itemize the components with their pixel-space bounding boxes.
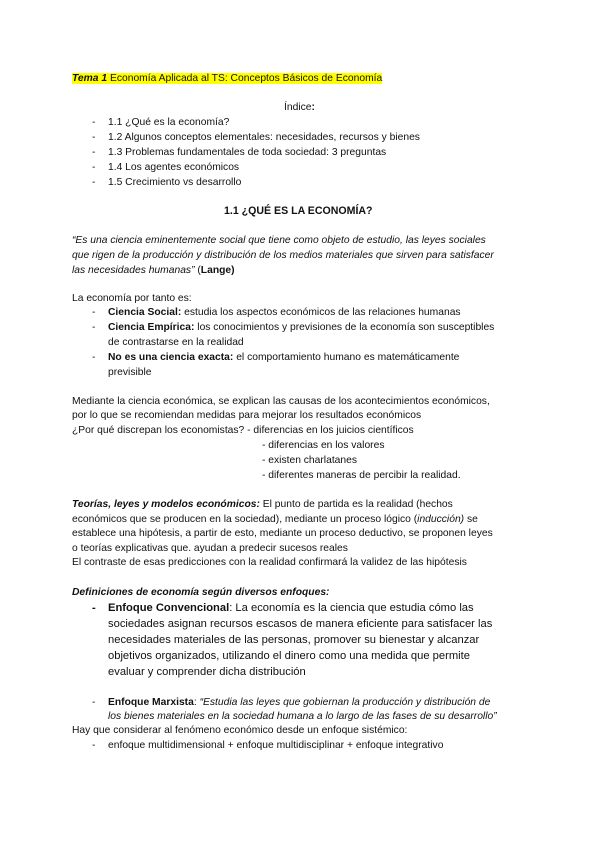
title-prefix: Tema 1 xyxy=(72,73,108,84)
science-paragraph-line: Mediante la ciencia económica, se explican las causas de los acontecimientos económicos, xyxy=(72,396,490,407)
definitions-heading: Definiciones de economía según diversos enfoques: xyxy=(72,587,330,598)
list-bullet: - xyxy=(92,322,96,333)
conventional-approach-line xyxy=(108,600,474,616)
theories-induction: inducción) xyxy=(417,514,465,525)
marxist-label: Enfoque Marxista xyxy=(108,697,194,708)
quote-line: las necesidades humanas” xyxy=(72,265,195,276)
conventional-approach-line: necesidades materiales de las personas, promover su bienestar y alcanzar xyxy=(108,634,480,646)
marxist-quote: “Estudia las leyes que gobiernan la producción y distribución de xyxy=(199,697,491,708)
list-bullet: - xyxy=(92,352,96,363)
economists-question: ¿Por qué discrepan los economistas? xyxy=(72,425,245,436)
quote-line: “Es una ciencia eminentemente social que tiene como objeto de estudio, las leyes sociales xyxy=(72,235,486,246)
economy-item-text: estudia los aspectos económicos de las relaciones humanas xyxy=(181,307,461,318)
conventional-approach-line: objetivos organizados, utilizando el dinero como una medida que permite xyxy=(108,650,470,662)
economy-item-label: Ciencia Empírica: xyxy=(108,322,195,333)
theories-line xyxy=(72,513,478,527)
index-item: 1.1 ¿Qué es la economía? xyxy=(108,117,230,128)
theories-text: económicos que se producen en la sociedad), mediante un proceso lógico ( xyxy=(72,514,418,525)
economy-item-continuation: previsible xyxy=(108,367,152,378)
theories-line: El contraste de esas predicciones con la realidad confirmará la validez de las hipótesis xyxy=(72,557,467,568)
marxist-quote-continuation: los bienes materiales en la sociedad humana a lo largo de las fases de su desarrollo” xyxy=(108,711,497,722)
marxist-approach-line xyxy=(108,696,490,710)
theories-text: se xyxy=(464,514,478,525)
index-heading-colon: : xyxy=(311,102,315,113)
index-bullet: - xyxy=(92,147,96,158)
economy-item-label: Ciencia Social: xyxy=(108,307,182,318)
index-item: 1.4 Los agentes económicos xyxy=(108,162,240,173)
economy-intro: La economía por tanto es: xyxy=(72,293,192,304)
systemic-intro: Hay que considerar al fenómeno económico desde un enfoque sistémico: xyxy=(72,725,408,736)
theories-label: Teorías, leyes y modelos económicos: xyxy=(72,499,260,510)
index-bullet: - xyxy=(92,177,96,188)
definition-quote xyxy=(72,233,494,278)
economists-question-line xyxy=(72,424,414,438)
conventional-approach-line: sociedades asignan recursos escasos de manera eficiente para satisfacer las xyxy=(108,618,493,630)
index-heading-text: Índice xyxy=(284,102,312,113)
conventional-label: Enfoque Convencional xyxy=(108,602,230,614)
index-bullet: - xyxy=(92,162,96,173)
disagreement-reason: - existen charlatanes xyxy=(262,455,358,466)
marxist-colon: : xyxy=(193,697,200,708)
index-heading xyxy=(284,101,315,115)
section-heading: 1.1 ¿QUÉ ES LA ECONOMÍA? xyxy=(224,205,373,217)
list-bullet: - xyxy=(92,602,96,614)
quote-author: Lange) xyxy=(200,265,235,276)
economy-item xyxy=(108,351,459,365)
economy-item-label: No es una ciencia exacta: xyxy=(108,352,234,363)
conventional-approach-line: evaluar y comprender dicha distribución xyxy=(108,666,306,678)
economy-item-text: los conocimientos y previsiones de la economía son susceptibles xyxy=(194,322,495,333)
quote-line: que rigen de la producción y distribución de los medios materiales que sirven para satisfacer xyxy=(72,250,494,261)
index-bullet: - xyxy=(92,132,96,143)
disagreement-reason: - diferencias en los juicios científicos xyxy=(244,425,414,436)
theories-text: El punto de partida es la realidad (hechos xyxy=(259,499,453,510)
list-bullet: - xyxy=(92,697,96,708)
theories-line xyxy=(72,498,453,512)
disagreement-reason: - diferentes maneras de percibir la realidad. xyxy=(262,470,461,481)
list-bullet: - xyxy=(92,740,96,751)
index-item: 1.5 Crecimiento vs desarrollo xyxy=(108,177,242,188)
quote-author-open: ( xyxy=(194,265,201,276)
index-item: 1.3 Problemas fundamentales de toda sociedad: 3 preguntas xyxy=(108,147,387,158)
systemic-item: enfoque multidimensional + enfoque multidisciplinar + enfoque integrativo xyxy=(108,740,444,751)
list-bullet: - xyxy=(92,307,96,318)
theories-line: establece una hipótesis, a partir de esto, mediante un proceso deductivo, se proponen leyes xyxy=(72,528,493,539)
conventional-text: : La economía es la ciencia que estudia cómo las xyxy=(229,602,474,614)
science-paragraph-line: por lo que se recomiendan medidas para mejorar los resultados económicos xyxy=(72,410,422,421)
economy-item xyxy=(108,306,461,320)
economy-item xyxy=(108,321,494,335)
index-item: 1.2 Algunos conceptos elementales: necesidades, recursos y bienes xyxy=(108,132,420,143)
document-title xyxy=(72,72,382,86)
economy-item-continuation: de contrastarse en la realidad xyxy=(108,337,244,348)
title-text: Economía Aplicada al TS: Conceptos Básicos de Economía xyxy=(107,73,383,84)
index-bullet: - xyxy=(92,117,96,128)
disagreement-reason: - diferencias en los valores xyxy=(262,440,385,451)
economy-item-text: el comportamiento humano es matemáticamente xyxy=(233,352,460,363)
theories-line: o teorías explicativas que. ayudan a predecir sucesos reales xyxy=(72,543,348,554)
